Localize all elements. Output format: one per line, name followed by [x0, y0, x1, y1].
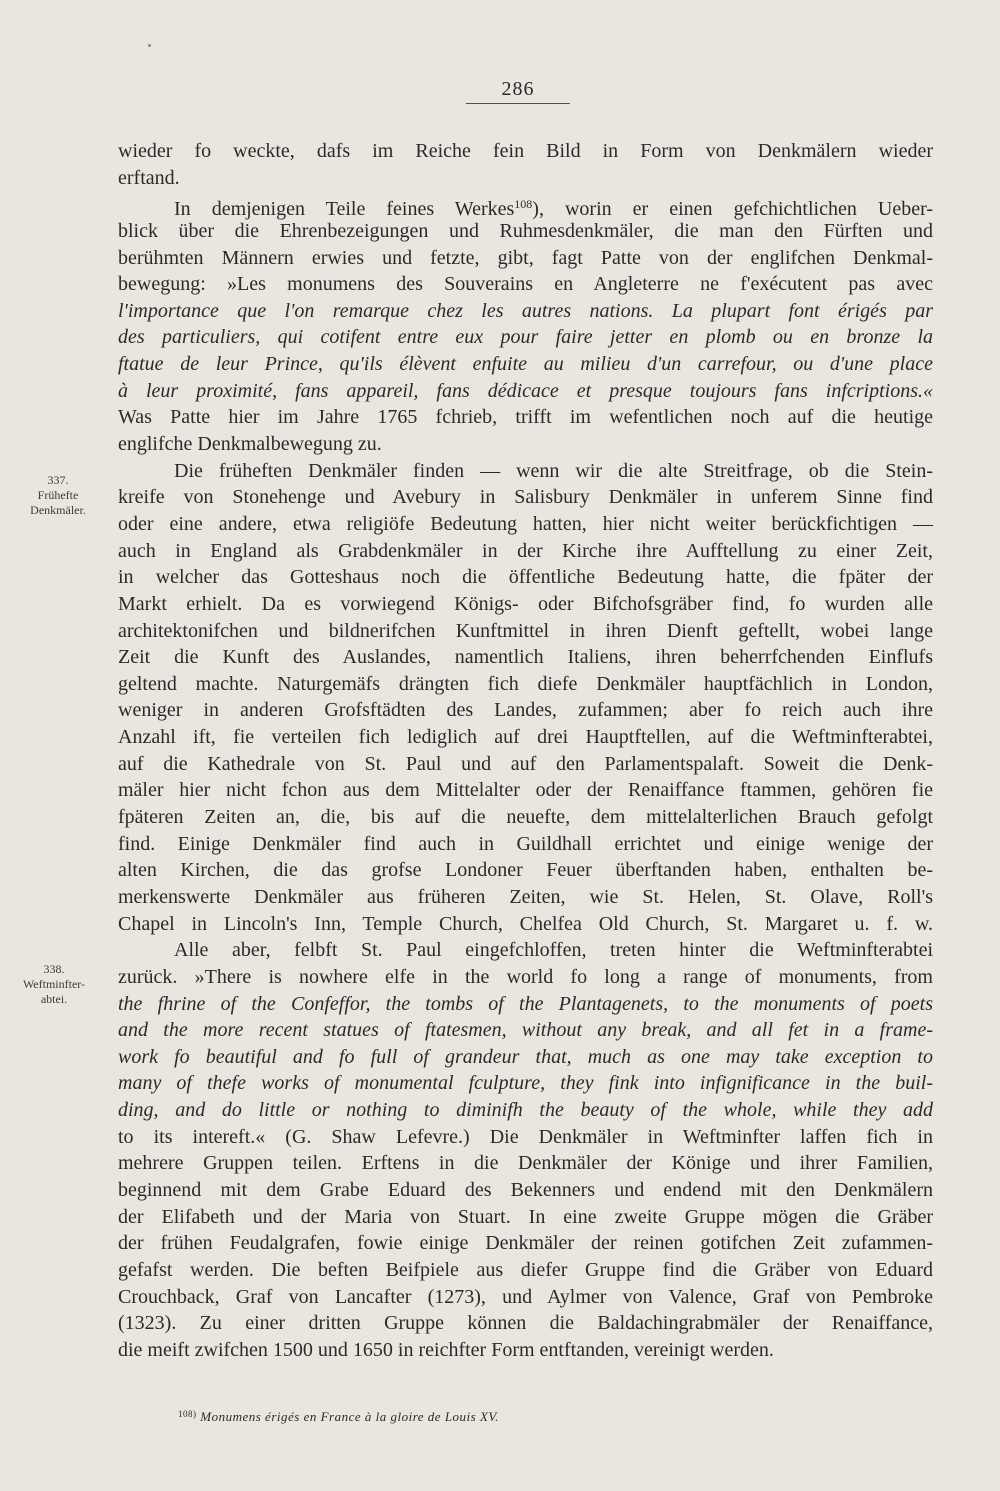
text-line: auf die Kathedrale von St. Paul und auf den Parlamentspalaft. Soweit die Denk-: [118, 752, 933, 775]
text-line: berühmten Männern erwies und fetzte, gibt, fagt Patte von der englifchen Denkmal-: [118, 246, 933, 269]
margin-note-line: Denkmäler.: [30, 503, 86, 517]
text-line: in welcher das Gotteshaus noch die öffentliche Bedeutung hatte, die fpäter der: [118, 566, 933, 589]
text-line: ding, and do little or nothing to diminifh the beauty of the whole, while they add: [118, 1099, 933, 1122]
text-line: architektonifchen und bildnerifchen Kunftmittel in ihren Dienft geftellt, wobei lange: [118, 619, 933, 642]
text-line: à leur proximité, fans appareil, fans dédicace et presque toujours fans infcriptions.«: [118, 379, 933, 402]
text-line: fpäteren Zeiten an, die, bis auf die neuefte, dem mittelalterlichen Brauch gefolgt: [118, 806, 933, 829]
text-line: des particuliers, qui cotifent entre eux pour faire jetter en plomb ou en bronze la: [118, 326, 933, 349]
text-line: Was Patte hier im Jahre 1765 fchrieb, trifft im wefentlichen noch auf die heutige: [118, 406, 933, 429]
text-line: Markt erhielt. Da es vorwiegend Königs- oder Bifchofsgräber find, fo wurden alle: [118, 592, 933, 615]
footnote-reference: 108: [514, 197, 533, 212]
text-line: find. Einige Denkmäler find auch in Guildhall errichtet und einige wenige der: [118, 832, 933, 855]
text-line: zurück. »There is nowhere elfe in the world fo long a range of monuments, from: [118, 965, 933, 988]
page-number: 286: [466, 78, 570, 104]
text-line: alten Kirchen, die das grofse Londoner Feuer überftanden haben, enthalten be-: [118, 859, 933, 882]
margin-note-number: 337.: [47, 473, 69, 487]
text-line: blick über die Ehrenbezeigungen und Ruhmesdenkmäler, die man den Fürften und: [118, 219, 933, 242]
text-line: [118, 191, 933, 221]
text-line: erftand.: [118, 166, 180, 189]
text-line: l'importance que l'on remarque chez les autres nations. La plupart font érigés par: [118, 299, 933, 322]
text-line: merkenswerte Denkmäler aus früheren Zeiten, wie St. Helen, St. Olave, Roll's: [118, 885, 933, 908]
text-line: ftatue de leur Prince, qu'ils élèvent enfuite au milieu d'un carrefour, ou d'une place: [118, 353, 933, 376]
text-line: many of thefe works of monumental fculpture, they fink into infignificance in the buil-: [118, 1072, 933, 1095]
text-line: wieder fo weckte, dafs im Reiche fein Bild in Form von Denkmälern wieder: [118, 140, 933, 162]
text-line: Zeit die Kunft des Auslandes, namentlich Italiens, ihren beherrfchenden Einflufs: [118, 646, 933, 669]
text-line: oder eine andere, etwa religiöfe Bedeutung hatten, hier nicht weiter berückfichtigen —: [118, 512, 933, 535]
text-span: ), worin er einen gefchichtlichen Ueber-: [532, 198, 933, 221]
margin-note-337: [10, 473, 106, 518]
text-line: work fo beautiful and fo full of grandeur that, much as one may take exception to: [118, 1045, 933, 1068]
text-line: Chapel in Lincoln's Inn, Temple Church, Chelfea Old Church, St. Margaret u. f. w.: [118, 912, 933, 935]
text-line: the fhrine of the Confeffor, the tombs of the Plantagenets, to the monuments of poets: [118, 992, 933, 1015]
text-line: gefafst werden. Die beften Beifpiele aus diefer Gruppe find die Gräber von Eduard: [118, 1258, 933, 1281]
text-line: mehrere Gruppen teilen. Erftens in die Denkmäler der Könige und ihrer Familien,: [118, 1152, 933, 1175]
footnote-number: 108): [178, 1409, 197, 1419]
margin-note-line: Weftminfter-: [22, 977, 86, 991]
text-span: In demjenigen Teile feines Werkes: [174, 198, 515, 221]
text-line: Anzahl ift, fie verteilen fich lediglich auf drei Hauptftellen, auf die Weftminfterabtei,: [118, 726, 933, 749]
margin-note-number: 338.: [43, 962, 65, 976]
text-line: bewegung: »Les monumens des Souverains en Angleterre ne f'exécutent pas avec: [118, 273, 933, 296]
text-line: Die früheften Denkmäler finden — wenn wir die alte Streitfrage, ob die Stein-: [174, 459, 933, 482]
text-line: to its intereft.« (G. Shaw Lefevre.) Die Denkmäler in Weftminfter laffen fich in: [118, 1125, 933, 1148]
text-line: auch in England als Grabdenkmäler in der Kirche ihre Aufftellung zu einer Zeit,: [118, 539, 933, 562]
margin-note-line: Frühefte: [37, 488, 79, 502]
text-line: mäler hier nicht fchon aus dem Mittelalter oder der Renaiffance ftammen, gehören fie: [118, 779, 933, 802]
text-line: die meift zwifchen 1500 und 1650 in reichfter Form entftanden, vereinigt werden.: [118, 1338, 774, 1361]
page-speck: [148, 44, 151, 47]
text-line: weniger in anderen Grofsftädten des Landes, zufammen; aber fo reich auch ihre: [118, 699, 933, 722]
text-line: kreife von Stonehenge und Avebury in Salisbury Denkmäler in unferem Sinne find: [118, 486, 933, 509]
text-line: Alle aber, felbft St. Paul eingefchloffen, treten hinter die Weftminfterabtei: [174, 939, 933, 962]
text-line: and the more recent statues of ftatesmen, without any break, and all fet in a frame-: [118, 1019, 933, 1042]
text-line: englifche Denkmalbewegung zu.: [118, 433, 382, 456]
text-line: beginnend mit dem Grabe Eduard des Bekenners und endend mit den Denkmälern: [118, 1178, 933, 1201]
margin-note-338: [8, 962, 100, 1007]
body-text: [118, 138, 933, 1363]
footnote: [178, 1409, 499, 1425]
text-line: der frühen Feudalgrafen, fowie einige Denkmäler der reinen gotifchen Zeit zufammen-: [118, 1232, 933, 1255]
text-line: Crouchback, Graf von Lancafter (1273), und Aylmer von Valence, Graf von Pembroke: [118, 1285, 933, 1308]
footnote-text: Monumens érigés en France à la gloire de Louis XV.: [200, 1409, 499, 1424]
margin-note-line: abtei.: [40, 992, 68, 1006]
text-line: geltend machte. Naturgemäfs drängten fich diefe Denkmäler hauptfächlich in London,: [118, 672, 933, 695]
text-line: (1323). Zu einer dritten Gruppe können die Baldachingrabmäler der Renaiffance,: [118, 1312, 933, 1335]
text-line: der Elifabeth und der Maria von Stuart. In eine zweite Gruppe mögen die Gräber: [118, 1205, 933, 1228]
